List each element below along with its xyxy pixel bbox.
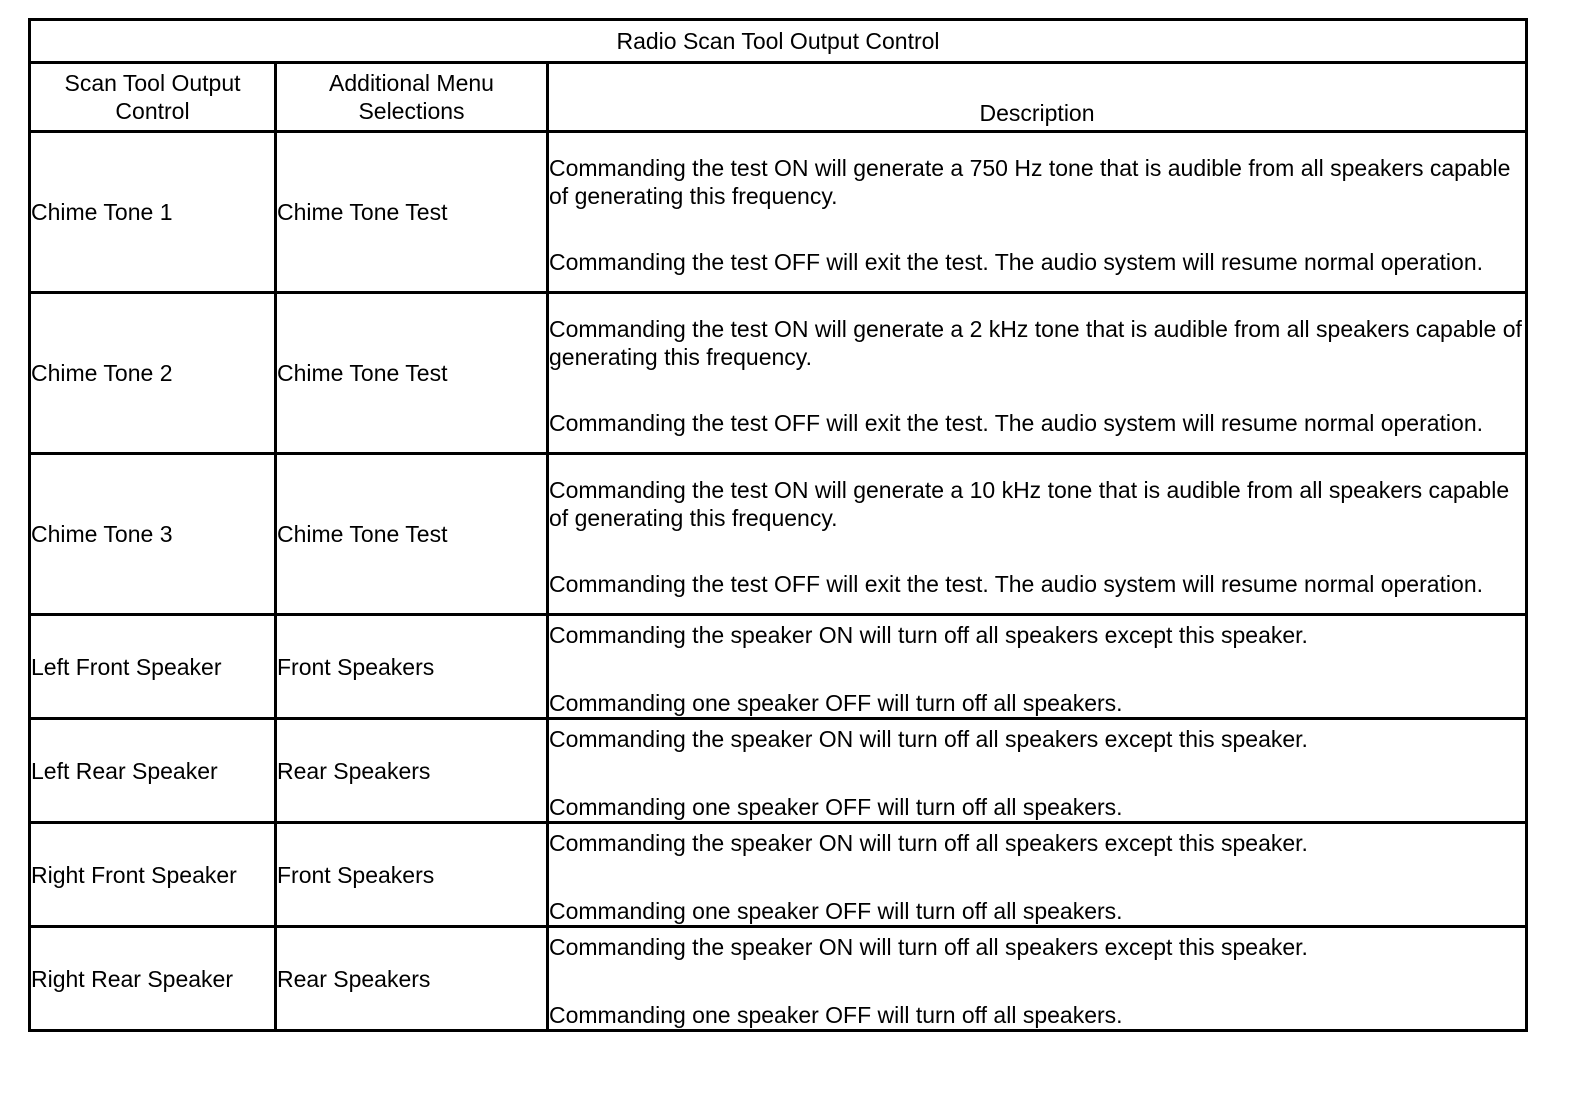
description-on-text: Commanding the test ON will generate a 10 kHz tone that is audible from all speakers capable of generating this frequency. bbox=[549, 476, 1510, 531]
table-row bbox=[30, 719, 1527, 823]
description-on-text: Commanding the speaker ON will turn off all speakers except this speaker. bbox=[549, 830, 1308, 856]
header-description: Description bbox=[548, 63, 1527, 132]
menu-selection-cell: Rear Speakers bbox=[276, 927, 548, 1031]
output-control-cell: Chime Tone 3 bbox=[30, 454, 276, 615]
description-off-text: Commanding one speaker OFF will turn off all speakers. bbox=[549, 898, 1123, 924]
description-on-text: Commanding the speaker ON will turn off all speakers except this speaker. bbox=[549, 934, 1308, 960]
output-control-cell: Left Rear Speaker bbox=[30, 719, 276, 823]
description-cell bbox=[548, 293, 1527, 454]
table-row bbox=[30, 454, 1527, 615]
description-on-text: Commanding the speaker ON will turn off all speakers except this speaker. bbox=[549, 726, 1308, 752]
description-off-text: Commanding the test OFF will exit the test. The audio system will resume normal operation. bbox=[549, 570, 1484, 597]
radio-scan-tool-output-table bbox=[28, 18, 1528, 1032]
column-header-row bbox=[30, 63, 1527, 132]
table-row bbox=[30, 823, 1527, 927]
table-row bbox=[30, 927, 1527, 1031]
description-off-text: Commanding one speaker OFF will turn off all speakers. bbox=[549, 1002, 1123, 1028]
description-off-text: Commanding the test OFF will exit the test. The audio system will resume normal operation. bbox=[549, 409, 1484, 436]
table-title-row bbox=[30, 20, 1527, 63]
description-off-text: Commanding one speaker OFF will turn off all speakers. bbox=[549, 690, 1123, 716]
table-title: Radio Scan Tool Output Control bbox=[30, 20, 1527, 63]
description-on-text: Commanding the test ON will generate a 750 Hz tone that is audible from all speakers capable of generating this frequency. bbox=[549, 154, 1511, 209]
menu-selection-cell: Chime Tone Test bbox=[276, 132, 548, 293]
table-row bbox=[30, 293, 1527, 454]
menu-selection-cell: Front Speakers bbox=[276, 823, 548, 927]
header-menu-selections: Additional Menu Selections bbox=[276, 63, 548, 132]
description-cell bbox=[548, 927, 1527, 1031]
description-on-text: Commanding the speaker ON will turn off all speakers except this speaker. bbox=[549, 622, 1308, 648]
output-control-cell: Right Rear Speaker bbox=[30, 927, 276, 1031]
output-control-cell: Chime Tone 1 bbox=[30, 132, 276, 293]
menu-selection-cell: Front Speakers bbox=[276, 615, 548, 719]
table-row bbox=[30, 132, 1527, 293]
output-control-cell: Right Front Speaker bbox=[30, 823, 276, 927]
description-cell bbox=[548, 823, 1527, 927]
menu-selection-cell: Rear Speakers bbox=[276, 719, 548, 823]
description-cell bbox=[548, 719, 1527, 823]
table-row bbox=[30, 615, 1527, 719]
description-cell bbox=[548, 615, 1527, 719]
description-cell bbox=[548, 454, 1527, 615]
description-cell bbox=[548, 132, 1527, 293]
header-output-control: Scan Tool Output Control bbox=[30, 63, 276, 132]
output-control-cell: Chime Tone 2 bbox=[30, 293, 276, 454]
output-control-cell: Left Front Speaker bbox=[30, 615, 276, 719]
menu-selection-cell: Chime Tone Test bbox=[276, 454, 548, 615]
description-off-text: Commanding one speaker OFF will turn off all speakers. bbox=[549, 794, 1123, 820]
description-off-text: Commanding the test OFF will exit the test. The audio system will resume normal operation. bbox=[549, 248, 1484, 275]
menu-selection-cell: Chime Tone Test bbox=[276, 293, 548, 454]
description-on-text: Commanding the test ON will generate a 2 kHz tone that is audible from all speakers capable of generating this frequency. bbox=[549, 315, 1522, 370]
